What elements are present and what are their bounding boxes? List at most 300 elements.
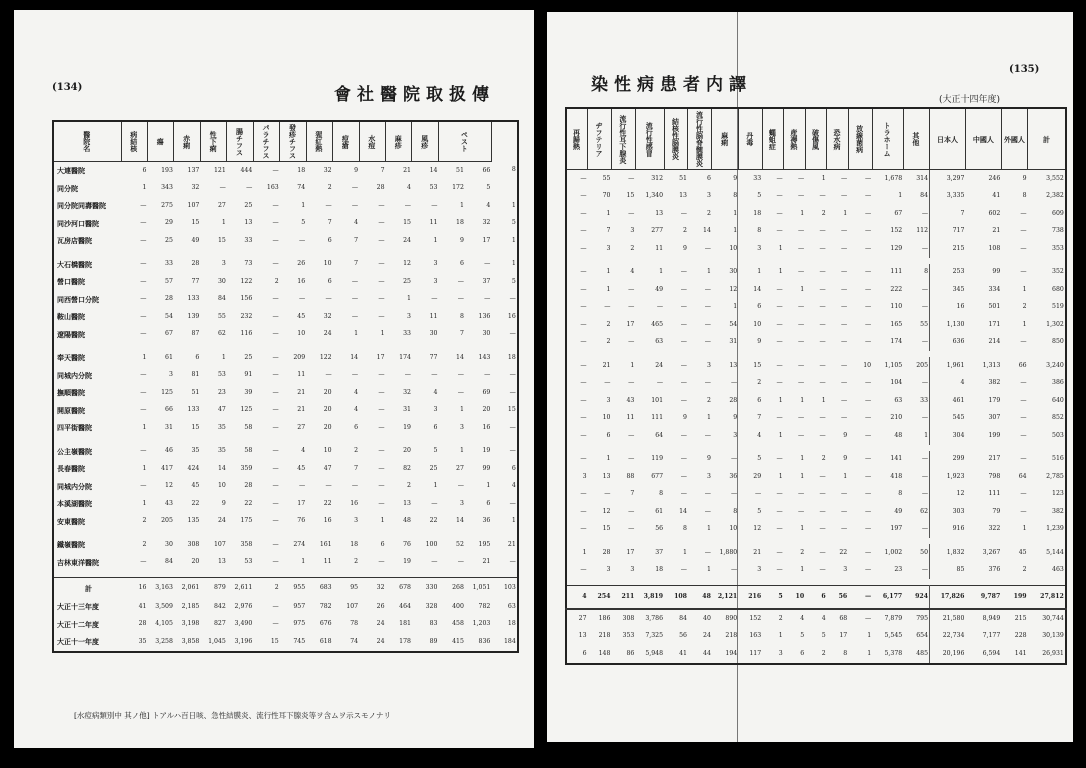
row-label: 同城内分院 bbox=[57, 481, 92, 491]
table-cell: 15 bbox=[191, 219, 200, 227]
table-cell: 5 bbox=[757, 507, 762, 515]
table-row bbox=[53, 308, 518, 326]
table-cell: 303 bbox=[952, 507, 965, 515]
table-cell: — bbox=[841, 268, 848, 276]
table-cell: 95 bbox=[333, 578, 359, 599]
table-cell: 7 bbox=[380, 166, 385, 174]
table-cell: 678 bbox=[386, 578, 412, 599]
table-cell: 30 bbox=[165, 540, 173, 548]
table-cell: 353 bbox=[622, 632, 635, 640]
table-cell: — bbox=[704, 244, 711, 252]
table-cell: — bbox=[819, 431, 826, 439]
table-cell: — bbox=[680, 566, 687, 574]
column-header: 醫院名 bbox=[53, 121, 121, 162]
table-cell: 20 bbox=[323, 423, 332, 431]
table-cell: 27 bbox=[217, 201, 226, 209]
table-cell: 21 bbox=[482, 558, 491, 566]
table-cell: 14 bbox=[679, 507, 687, 515]
table-cell: — bbox=[509, 388, 516, 396]
table-cell: — bbox=[580, 490, 587, 498]
table-cell: 76 bbox=[403, 540, 411, 548]
table-cell: — bbox=[580, 431, 587, 439]
table-cell: 111 bbox=[890, 268, 903, 276]
table-cell: 111 bbox=[988, 490, 1001, 498]
table-cell: — bbox=[841, 396, 848, 404]
table-cell: 63 bbox=[655, 338, 664, 346]
table-cell: 4 bbox=[800, 614, 805, 622]
table-cell: 4 bbox=[354, 219, 359, 227]
table-row bbox=[53, 180, 518, 198]
table-cell: 21 bbox=[297, 388, 306, 396]
row-label: 吉林東洋醫院 bbox=[57, 557, 99, 567]
table-cell: 5 bbox=[821, 632, 826, 640]
table-cell: — bbox=[841, 227, 848, 235]
table-cell: — bbox=[580, 209, 587, 217]
table-cell: 545 bbox=[952, 414, 965, 422]
table-cell: — bbox=[841, 525, 848, 533]
table-cell: 1 bbox=[800, 455, 805, 463]
table-cell: 8 bbox=[659, 490, 664, 498]
table-cell: — bbox=[819, 507, 826, 515]
table-cell: 6 bbox=[511, 464, 516, 472]
table-cell: — bbox=[140, 260, 147, 268]
table-cell: 8 bbox=[903, 264, 929, 282]
table-cell: 20 bbox=[323, 388, 332, 396]
table-cell: 924 bbox=[903, 586, 929, 610]
table-cell: 677 bbox=[651, 472, 664, 480]
table-cell: 78 bbox=[350, 620, 359, 628]
table-cell: — bbox=[140, 482, 147, 490]
table-cell: 636 bbox=[952, 338, 965, 346]
table-cell: 1,203 bbox=[472, 620, 491, 628]
row-label: 同西營口分院 bbox=[57, 294, 99, 304]
table-cell: — bbox=[819, 338, 826, 346]
table-cell: 418 bbox=[890, 472, 903, 480]
table-cell: — bbox=[731, 490, 738, 498]
table-cell: 18 bbox=[297, 166, 306, 174]
column-header: 放線菌病 bbox=[848, 108, 872, 170]
table-cell: 2 bbox=[821, 455, 826, 463]
table-cell: — bbox=[819, 285, 826, 293]
table-cell: 10 bbox=[729, 244, 738, 252]
table-cell: 308 bbox=[622, 614, 635, 622]
table-cell: — bbox=[819, 548, 826, 556]
table-cell: — bbox=[351, 482, 359, 490]
table-cell: 609 bbox=[1052, 209, 1064, 217]
table-cell: 210 bbox=[890, 414, 903, 422]
table-cell: — bbox=[140, 330, 147, 338]
table-cell: 4 bbox=[301, 447, 306, 455]
table-cell: 13 bbox=[655, 209, 664, 217]
table-cell: 4 bbox=[821, 614, 826, 622]
table-cell: — bbox=[797, 303, 805, 311]
table-cell: 19 bbox=[403, 558, 411, 566]
table-cell: 10 bbox=[863, 361, 872, 369]
table-cell: — bbox=[378, 312, 385, 320]
table-cell: — bbox=[1020, 396, 1027, 404]
table-cell: 6 bbox=[327, 236, 332, 244]
table-cell: 11 bbox=[626, 414, 635, 422]
row-label: 撫順醫院 bbox=[57, 388, 85, 398]
table-cell: — bbox=[628, 507, 635, 515]
table-cell: — bbox=[864, 431, 872, 439]
table-cell: 1 bbox=[778, 472, 783, 480]
table-cell: — bbox=[484, 260, 491, 268]
table-cell: 28 bbox=[602, 548, 611, 556]
table-cell: 5,948 bbox=[645, 649, 664, 657]
table-cell: — bbox=[797, 379, 805, 387]
table-cell: 14 bbox=[456, 353, 464, 361]
table-cell: 1 bbox=[142, 464, 147, 472]
table-cell: 77 bbox=[429, 353, 438, 361]
table-cell: 28 bbox=[165, 295, 173, 303]
table-cell: 20 bbox=[191, 558, 200, 566]
table-cell: — bbox=[140, 219, 147, 227]
table-cell: — bbox=[680, 338, 687, 346]
table-cell: 31 bbox=[403, 406, 411, 414]
table-cell: 13 bbox=[602, 472, 611, 480]
table-cell: 3,335 bbox=[946, 192, 965, 200]
table-cell: 3,196 bbox=[234, 637, 253, 645]
table-row bbox=[53, 554, 518, 572]
table-cell: 86 bbox=[626, 649, 635, 657]
table-cell: 17 bbox=[297, 499, 306, 507]
table-cell: 33 bbox=[903, 392, 929, 410]
table-cell: — bbox=[378, 423, 385, 431]
table-row bbox=[53, 215, 518, 233]
table-cell: — bbox=[819, 566, 826, 574]
table-cell: 107 bbox=[187, 201, 200, 209]
table-cell: 386 bbox=[1052, 379, 1064, 387]
table-cell: 21 bbox=[297, 406, 306, 414]
table-cell: 20,196 bbox=[942, 649, 965, 657]
table-cell: 1 bbox=[459, 201, 464, 209]
table-cell: 10 bbox=[784, 586, 806, 610]
table-cell: 6,177 bbox=[872, 586, 903, 610]
table-cell: — bbox=[509, 330, 516, 338]
table-cell: 19 bbox=[482, 447, 491, 455]
table-cell: — bbox=[841, 303, 848, 311]
table-cell: 174 bbox=[399, 353, 411, 361]
table-cell: 8 bbox=[733, 507, 738, 515]
row-label: 大正十三年度 bbox=[57, 602, 99, 612]
table-cell: 1 bbox=[142, 499, 147, 507]
table-cell: — bbox=[272, 423, 279, 431]
table-cell: 122 bbox=[240, 277, 253, 285]
table-row bbox=[566, 240, 1066, 258]
table-cell: 18 bbox=[655, 566, 664, 574]
table-cell: 112 bbox=[903, 223, 929, 241]
table-cell: — bbox=[509, 499, 516, 507]
table-cell: 8 bbox=[843, 649, 848, 657]
table-cell: 12 bbox=[729, 285, 738, 293]
table-cell: — bbox=[378, 447, 385, 455]
table-cell: 174 bbox=[890, 338, 903, 346]
table-cell: 7,879 bbox=[884, 614, 903, 622]
table-cell: 103 bbox=[491, 578, 517, 599]
table-cell: 51 bbox=[456, 166, 464, 174]
table-cell: — bbox=[580, 396, 587, 404]
table-cell: 30,744 bbox=[1042, 614, 1064, 622]
table-row bbox=[566, 205, 1066, 223]
table-cell: 3 bbox=[221, 260, 226, 268]
table-cell: 30 bbox=[217, 277, 226, 285]
table-cell: 275 bbox=[161, 201, 173, 209]
table-cell: 376 bbox=[988, 566, 1001, 574]
table-cell: 22,734 bbox=[942, 632, 965, 640]
table-cell: 501 bbox=[988, 303, 1001, 311]
table-cell: 163 bbox=[749, 632, 762, 640]
row-label: 同分院同壽醫院 bbox=[57, 201, 106, 211]
table-cell: 32 bbox=[323, 312, 332, 320]
table-cell: — bbox=[628, 209, 635, 217]
table-cell: 25 bbox=[429, 464, 438, 472]
table-cell: — bbox=[509, 371, 516, 379]
table-row bbox=[53, 273, 518, 291]
table-cell: — bbox=[1020, 455, 1027, 463]
table-cell: 3 bbox=[459, 499, 464, 507]
table-cell: — bbox=[140, 406, 147, 414]
table-cell: 680 bbox=[1052, 285, 1064, 293]
table-cell: 175 bbox=[240, 517, 253, 525]
table-cell: 209 bbox=[293, 353, 306, 361]
table-cell: 7 bbox=[354, 236, 359, 244]
table-cell: 6 bbox=[459, 260, 464, 268]
table-cell: 8 bbox=[511, 166, 516, 174]
row-label: 同沙河口醫院 bbox=[57, 218, 99, 228]
table-cell: 32 bbox=[403, 388, 411, 396]
table-cell: — bbox=[272, 330, 279, 338]
table-cell: 40 bbox=[703, 614, 711, 622]
table-cell: 1 bbox=[778, 431, 783, 439]
table-cell: 2,121 bbox=[712, 586, 738, 610]
table-cell: 56 bbox=[827, 586, 849, 610]
table-cell: — bbox=[1020, 490, 1027, 498]
table-cell: 5 bbox=[511, 277, 516, 285]
table-cell: — bbox=[378, 277, 385, 285]
table-cell: 1,961 bbox=[946, 361, 965, 369]
table-cell: 2 bbox=[354, 447, 359, 455]
table-cell: — bbox=[797, 174, 805, 182]
table-cell: 69 bbox=[482, 388, 491, 396]
row-label: 營口醫院 bbox=[57, 277, 85, 287]
table-cell: 64 bbox=[1018, 472, 1027, 480]
row-label: 同城内分院 bbox=[57, 370, 92, 380]
table-cell: 3 bbox=[778, 649, 783, 657]
table-cell: 199 bbox=[988, 431, 1001, 439]
table-cell: 1 bbox=[221, 219, 226, 227]
table-cell: — bbox=[704, 320, 711, 328]
table-cell: 2 bbox=[142, 517, 147, 525]
table-cell: 217 bbox=[988, 455, 1001, 463]
table-cell: — bbox=[272, 447, 279, 455]
table-cell: — bbox=[797, 361, 805, 369]
column-header: 流行性耳下腺炎 bbox=[611, 108, 635, 170]
table-cell: 61 bbox=[655, 507, 664, 515]
row-label: 瓦房店醫院 bbox=[57, 236, 92, 246]
table-cell: 35 bbox=[217, 423, 226, 431]
table-row bbox=[566, 170, 1066, 188]
table-cell: — bbox=[864, 303, 872, 311]
table-cell: 104 bbox=[890, 379, 903, 387]
table-cell: — bbox=[864, 507, 872, 515]
table-cell: 879 bbox=[200, 578, 226, 599]
table-cell: 268 bbox=[438, 578, 464, 599]
table-cell: 88 bbox=[626, 472, 635, 480]
table-cell: 1 bbox=[778, 632, 783, 640]
table-cell: 3 bbox=[582, 472, 587, 480]
table-cell: 1,832 bbox=[946, 548, 965, 556]
table-cell: — bbox=[628, 455, 635, 463]
table-cell: 20 bbox=[403, 447, 411, 455]
table-cell: 4 bbox=[630, 268, 635, 276]
column-header: 赤痢 bbox=[174, 121, 200, 162]
table-cell: — bbox=[457, 295, 464, 303]
table-cell: — bbox=[841, 285, 848, 293]
table-cell: — bbox=[580, 227, 587, 235]
right-page-title: 染性病患者内譯 bbox=[591, 75, 752, 95]
table-cell: 5,378 bbox=[884, 649, 903, 657]
table-cell: 16 bbox=[507, 312, 516, 320]
table-cell: — bbox=[864, 285, 872, 293]
table-cell: — bbox=[680, 431, 687, 439]
table-cell: 100 bbox=[425, 540, 438, 548]
table-cell: 66 bbox=[482, 166, 491, 174]
table-cell: 10 bbox=[729, 525, 738, 533]
table-cell: — bbox=[378, 558, 385, 566]
column-header: 結核性脳膜炎 bbox=[664, 108, 688, 170]
table-cell: — bbox=[140, 236, 147, 244]
table-cell: 1 bbox=[800, 396, 805, 404]
table-cell: 10 bbox=[323, 447, 332, 455]
table-cell: 21 bbox=[507, 540, 516, 548]
table-cell: 45 bbox=[297, 464, 306, 472]
table-cell: 2,185 bbox=[181, 602, 200, 610]
column-header: 風疹 bbox=[412, 121, 438, 162]
table-cell: 3,198 bbox=[181, 620, 200, 628]
row-label: 計 bbox=[53, 578, 121, 599]
table-cell: — bbox=[819, 490, 826, 498]
table-cell: — bbox=[325, 201, 332, 209]
table-cell: — bbox=[457, 558, 464, 566]
table-cell: 7 bbox=[960, 209, 965, 217]
table-cell: 1 bbox=[733, 227, 738, 235]
table-cell: — bbox=[325, 482, 332, 490]
table-cell: 3,552 bbox=[1046, 174, 1064, 182]
table-cell: 1 bbox=[606, 209, 611, 217]
table-cell: — bbox=[378, 406, 385, 414]
row-label: 安東醫院 bbox=[57, 516, 85, 526]
table-cell: — bbox=[628, 525, 635, 533]
table-cell: 6 bbox=[142, 166, 147, 174]
table-cell: 36 bbox=[729, 472, 738, 480]
table-cell: — bbox=[351, 295, 359, 303]
table-cell: 181 bbox=[399, 620, 411, 628]
table-cell: 89 bbox=[429, 637, 438, 645]
table-cell: — bbox=[841, 379, 848, 387]
table-cell: 1 bbox=[433, 236, 438, 244]
table-cell: — bbox=[431, 499, 438, 507]
table-cell: 46 bbox=[165, 447, 173, 455]
table-cell: 31 bbox=[165, 423, 173, 431]
table-cell: 3,267 bbox=[982, 548, 1001, 556]
column-header: 其他 bbox=[903, 108, 929, 170]
row-label: 奉天醫院 bbox=[57, 353, 85, 363]
table-cell: 1 bbox=[821, 396, 826, 404]
table-cell: 9 bbox=[221, 499, 226, 507]
table-cell: 8,949 bbox=[982, 614, 1001, 622]
table-cell: 87 bbox=[191, 330, 200, 338]
table-cell: 1 bbox=[606, 455, 611, 463]
table-cell: — bbox=[731, 379, 738, 387]
table-row bbox=[566, 281, 1066, 299]
table-row bbox=[566, 392, 1066, 410]
table-cell: 798 bbox=[988, 472, 1001, 480]
table-cell: 64 bbox=[655, 431, 664, 439]
row-label: 鞍山醫院 bbox=[57, 312, 85, 322]
row-label: 本溪湖醫院 bbox=[57, 499, 92, 509]
table-row bbox=[53, 384, 518, 402]
table-cell: 7 bbox=[459, 330, 464, 338]
table-cell: 55 bbox=[903, 316, 929, 334]
table-cell: 28 bbox=[729, 396, 738, 404]
table-cell: 10 bbox=[323, 260, 332, 268]
table-cell: — bbox=[680, 209, 687, 217]
table-cell: 6,594 bbox=[982, 649, 1001, 657]
table-cell: 14 bbox=[217, 464, 226, 472]
column-header: 麻疹 bbox=[386, 121, 412, 162]
table-cell: — bbox=[431, 558, 438, 566]
table-cell: 11 bbox=[429, 312, 438, 320]
table-cell: 21 bbox=[403, 166, 411, 174]
table-cell: — bbox=[272, 166, 279, 174]
table-cell: 2 bbox=[778, 614, 783, 622]
table-cell: — bbox=[580, 320, 587, 328]
table-cell: 1 bbox=[407, 295, 411, 303]
table-cell: — bbox=[325, 295, 332, 303]
table-cell: 15 bbox=[753, 361, 762, 369]
table-cell: 99 bbox=[482, 464, 491, 472]
row-label: 遼陽醫院 bbox=[57, 329, 85, 339]
table-cell: 18 bbox=[456, 219, 464, 227]
table-cell: 1,880 bbox=[719, 548, 738, 556]
table-cell: 1 bbox=[142, 184, 147, 192]
table-cell: 1,313 bbox=[982, 361, 1001, 369]
table-cell: 2 bbox=[800, 548, 805, 556]
table-cell: — bbox=[864, 455, 872, 463]
table-cell: — bbox=[776, 379, 783, 387]
column-header: 中國人 bbox=[965, 108, 1001, 170]
table-cell: 49 bbox=[655, 285, 664, 293]
table-cell: 25 bbox=[165, 236, 173, 244]
table-cell: — bbox=[509, 558, 516, 566]
table-cell: — bbox=[457, 388, 464, 396]
table-cell bbox=[491, 180, 517, 198]
table-cell: 6 bbox=[195, 353, 200, 361]
table-cell: 13 bbox=[578, 632, 587, 640]
table-cell: 14 bbox=[753, 285, 762, 293]
table-cell: — bbox=[457, 277, 464, 285]
table-cell: 193 bbox=[161, 166, 173, 174]
table-cell: 62 bbox=[903, 503, 929, 521]
table-cell: 32 bbox=[482, 219, 491, 227]
table-cell: — bbox=[351, 201, 359, 209]
table-cell: 101 bbox=[651, 396, 664, 404]
table-cell: 654 bbox=[903, 628, 929, 646]
table-cell: 179 bbox=[988, 396, 1001, 404]
table-cell: 1 bbox=[706, 414, 711, 422]
column-header: 性下痢 bbox=[200, 121, 226, 162]
